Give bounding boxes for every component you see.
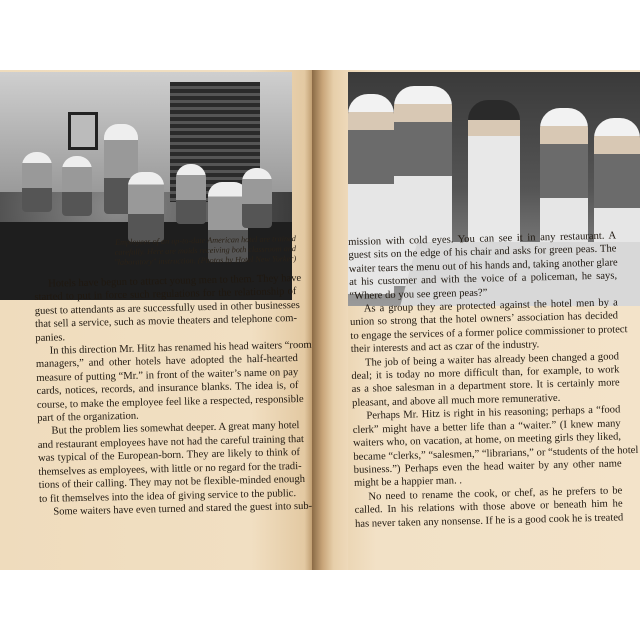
text-line: mission with cold eyes. You can see it in any restaurant. A	[348, 230, 617, 248]
photo-picture-frame	[68, 112, 98, 150]
text-line: business.”) Perhaps even the head waiter by any other name	[353, 458, 622, 476]
text-line: panies.	[35, 331, 66, 344]
photo-student	[22, 152, 52, 212]
text-line: might be a happier man. .	[353, 475, 463, 490]
text-line: measure of putting “Mr.” in front of the waiter’s name on pay	[36, 366, 299, 384]
text-line: has never taken any nonsense. If he is a good cook he is treated	[354, 511, 624, 530]
text-line: Perhaps Mr. Hitz is right in his reasoning; perhaps a “food	[366, 404, 621, 422]
text-line: managers,” and other hotels have adopted the half-hearted	[35, 353, 299, 371]
text-line: at his customer and with the voice of a policeman, he says,	[349, 270, 618, 289]
text-line: called. In his relations with those above or beneath him he	[354, 498, 623, 517]
text-line: became “clerks,” “salesmen,” “librarians,” or “students of the hotel	[353, 444, 639, 463]
text-line: guest sits on the edge of his chair and asks for green peas. The	[348, 243, 617, 262]
text-line: clerk” might have a better life than a “waiter.” (I knew many	[352, 418, 621, 436]
text-line: tions of their calling. They may not be flexible-minded enough	[38, 473, 306, 492]
text-line: cards, notices, records, and insurance blanks. The idea is, of	[36, 380, 299, 398]
text-line: waiter tears the menu out of his hands and, taking another glare	[348, 257, 618, 275]
photo-student	[176, 164, 206, 224]
text-line: No need to rename the cook, or chef, as he prefers to be	[368, 485, 623, 503]
photo-student	[242, 168, 272, 228]
text-line: guest to attendants as are successfully used in other businesses	[34, 299, 300, 317]
photo-caption: Employees of an up-to-date American hotel are trained carefully. Here are maids receiving both classroom and "laboratory" instruction. (Photos by Hotel New Yorker)	[114, 234, 297, 267]
text-line: started to put in force such regulations for the relationship of	[34, 286, 297, 304]
text-line: as a shoe salesman in a department store. It is certainly more	[351, 377, 620, 396]
text-line: to fit themselves into the idea of giving service to the public.	[38, 487, 297, 505]
text-line: The job of being a waiter has already been changed a good	[364, 351, 620, 369]
book-gutter	[312, 70, 348, 570]
text-line: themselves as employees, with little or no regard for the tradi-	[38, 460, 302, 478]
text-line: their interests and act as czar of the industry.	[350, 339, 540, 356]
text-line: In this direction Mr. Hitz has renamed his head waiters “room	[49, 339, 312, 357]
text-line: union so strong that the hotel owners’ association has decided	[349, 310, 619, 329]
text-line: pleasant, and above all much more remunerative.	[351, 392, 561, 409]
text-line: waiters who, on vacation, at home, on meeting girls they liked,	[352, 431, 622, 450]
left-page-body-text	[34, 272, 313, 519]
text-line: part of the organization.	[37, 410, 139, 425]
text-line: and restaurant employees have not had the careful training that	[37, 433, 305, 451]
text-line: Some waiters have even turned and stared the guest into sub-	[53, 500, 313, 518]
text-line: But the problem lies somewhat deeper. A great many hotel	[51, 420, 300, 438]
text-line: that sell a service, such as movie theaters and telephone com-	[34, 313, 298, 331]
text-line: Hotels have begun to attract young men to them. They have	[48, 272, 302, 290]
text-line: deal; it is today no more difficult than, for example, to work	[351, 364, 620, 383]
text-line: was typical of the European-born. They are likely to think of	[37, 447, 301, 465]
text-line: course, to make the employee feel like a respected, responsible	[36, 393, 304, 411]
text-line: As a group they are protected against the hotel men by a	[363, 297, 618, 315]
right-page-body-text	[348, 229, 639, 530]
text-line: “Where do you see green peas?”	[349, 287, 488, 302]
photo-student	[62, 156, 92, 216]
photo-student	[128, 172, 164, 242]
text-line: to engage the services of a former police commissioner to protect	[350, 324, 628, 342]
